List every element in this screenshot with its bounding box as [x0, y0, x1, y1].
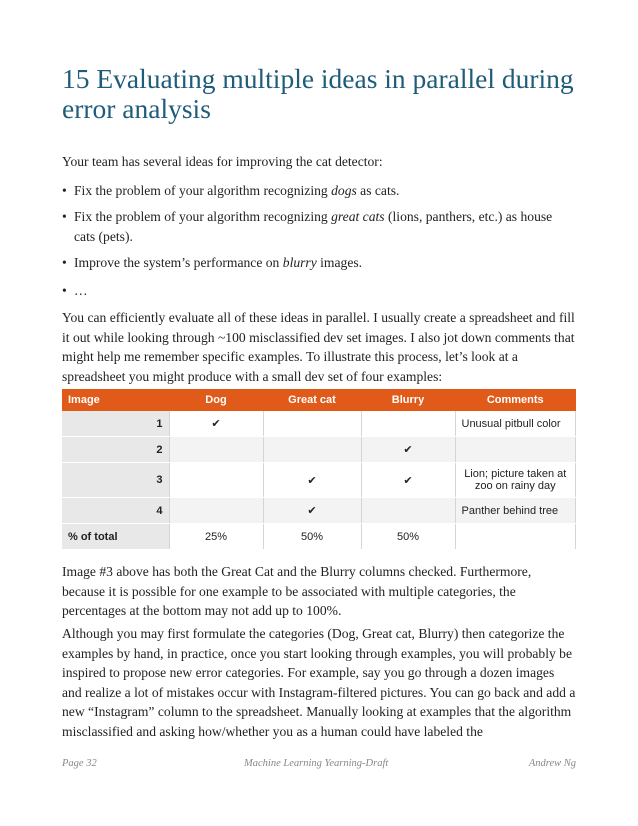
paragraph: Although you may first formulate the categories (Dog, Great cat, Blurry) then categorize the examples by hand, in practice, once you start looking through examples, you will probably be inspired to propose new error categories. For example, say you go through a dozen images and realize a lot of mistakes occur with Instagram-filtered pictures. You can go back and add a new “Instagram” column to the spreadsheet. Manually looking at examples that the algorithm misclassified and asking how/whether you as a human could have labeled the	[62, 626, 576, 739]
column-header: Comments	[455, 389, 576, 411]
table-header-row	[62, 389, 576, 411]
table-row: 2 ✔	[62, 437, 576, 463]
paragraph: You can efficiently evaluate all of these ideas in parallel. I usually create a spreadsheet and fill it out while looking through ~100 misclassified dev set images. I also jot down comments that might help me remember specific examples. To illustrate this process, let’s look at a spreadsheet you might produce with a small dev set of four examples:	[62, 310, 575, 384]
paragraph: Image #3 above has both the Great Cat and the Blurry columns checked. Furthermore, because it is possible for one example to be associated with multiple categories, the percentages at the bottom may not add up to 100%.	[62, 564, 532, 618]
column-header: Dog	[169, 389, 263, 411]
table-row: 3 ✔ ✔ Lion; picture taken at zoo on rainy day	[62, 463, 576, 498]
page-title: 15 Evaluating multiple ideas in parallel during error analysis	[62, 63, 574, 124]
column-header: Image	[62, 389, 169, 411]
table-row: 1 ✔ Unusual pitbull color	[62, 411, 576, 437]
intro-paragraph: Your team has several ideas for improving the cat detector:	[62, 154, 383, 169]
error-analysis-table	[62, 389, 576, 550]
column-header: Great cat	[263, 389, 361, 411]
author-name: Andrew Ng	[528, 758, 576, 769]
column-header: Blurry	[361, 389, 455, 411]
page-number: Page 32	[62, 758, 97, 769]
table-row: 4 ✔ Panther behind tree	[62, 498, 576, 524]
table-total-row: % of total 25% 50% 50%	[62, 524, 576, 550]
book-title: Machine Learning Yearning-Draft	[244, 758, 389, 769]
